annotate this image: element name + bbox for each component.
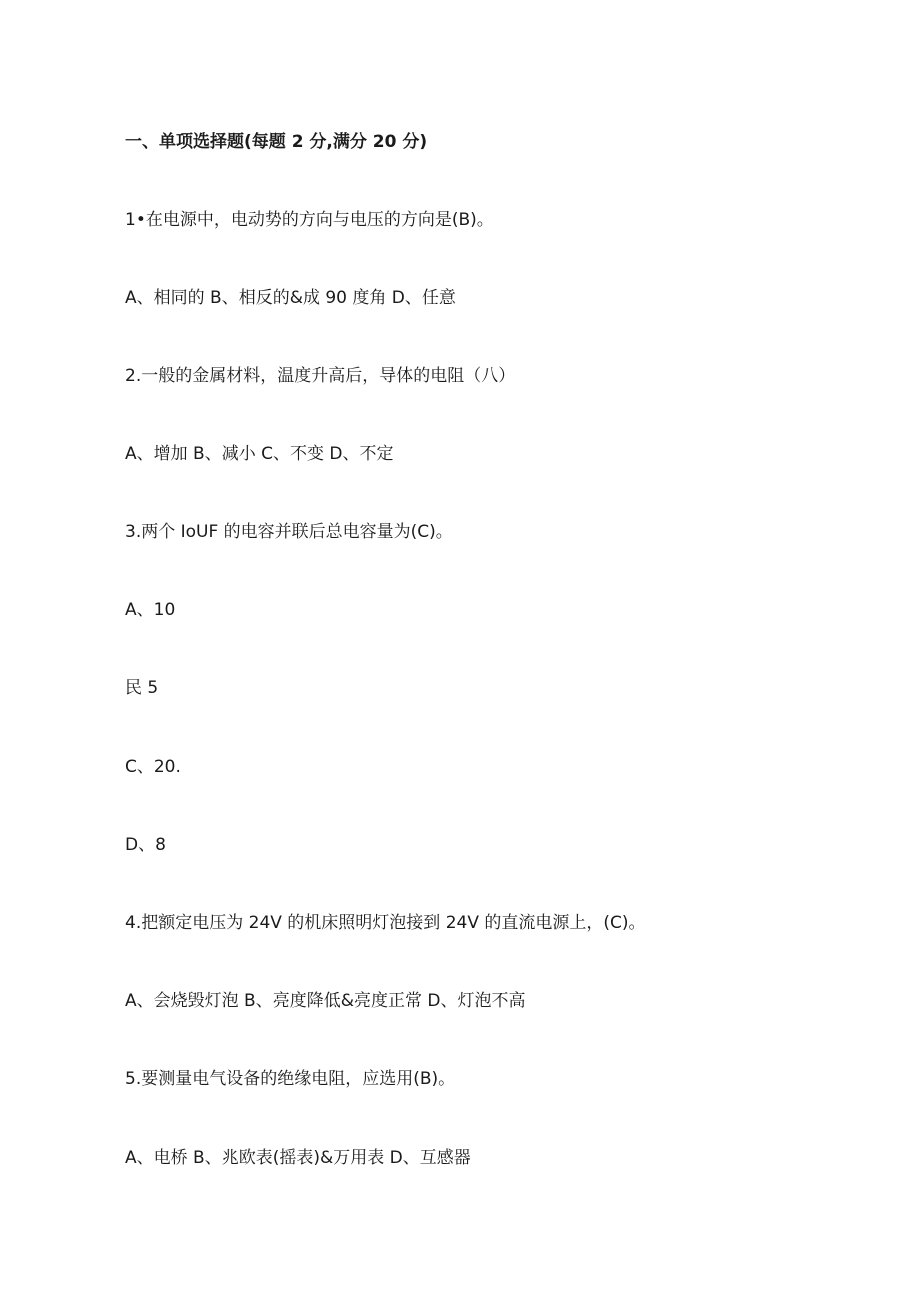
question-4-options: A、会烧毁灯泡 B、亮度降低&亮度正常 D、灯泡不高 (125, 991, 526, 1011)
question-2-options: A、增加 B、减小 C、不变 D、不定 (125, 444, 394, 464)
question-5: 5.要测量电气设备的绝缘电阻，应选用(B)。 (125, 1069, 456, 1089)
section-title: 一、单项选择题(每题 2 分,满分 20 分) (125, 132, 428, 152)
question-1: 1•在电源中，电动势的方向与电压的方向是(B)。 (125, 210, 494, 230)
question-3-option-c: C、20. (125, 757, 181, 777)
question-1-options: A、相同的 B、相反的&成 90 度角 D、任意 (125, 288, 456, 308)
question-4: 4.把额定电压为 24V 的机床照明灯泡接到 24V 的直流电源上，(C)。 (125, 913, 646, 933)
question-3-option-b: 民 5 (125, 678, 159, 698)
question-5-options: A、电桥 B、兆欧表(摇表)&万用表 D、互感器 (125, 1148, 471, 1168)
question-2: 2.一般的金属材料，温度升高后，导体的电阻（八） (125, 366, 516, 386)
question-3: 3.两个 IoUF 的电容并联后总电容量为(C)。 (125, 522, 453, 542)
question-3-option-d: D、8 (125, 835, 166, 855)
question-3-option-a: A、10 (125, 600, 176, 620)
